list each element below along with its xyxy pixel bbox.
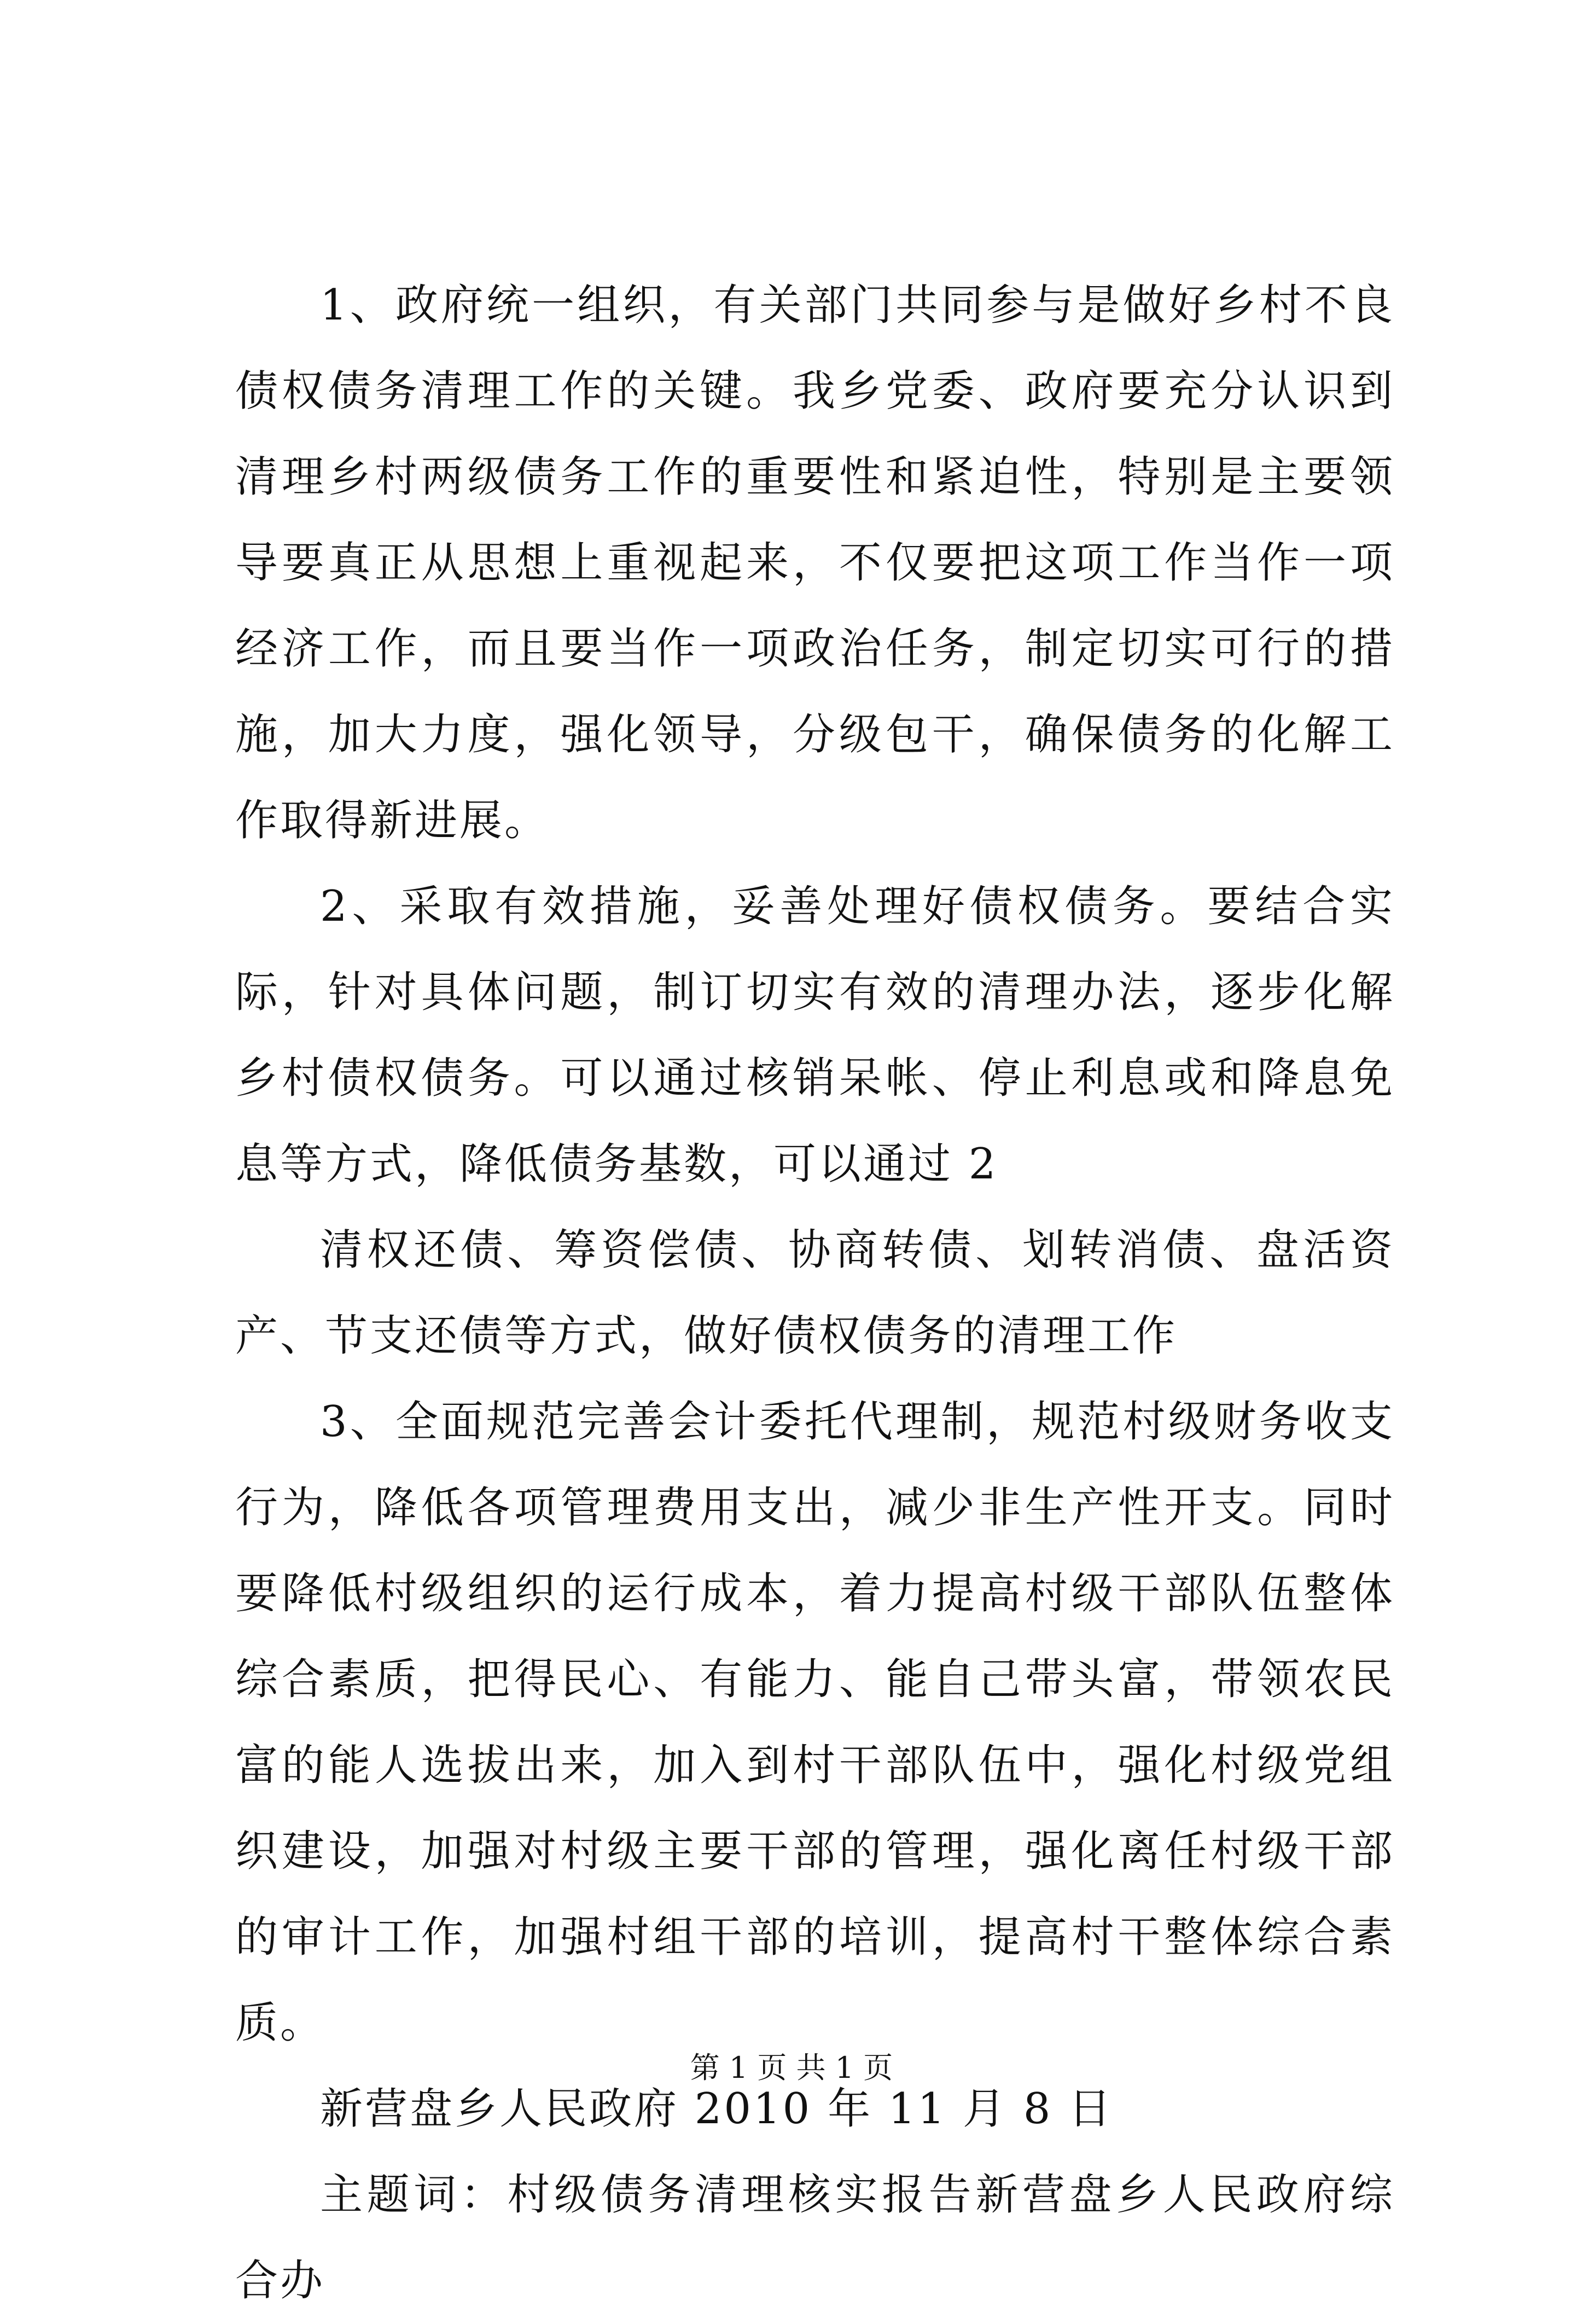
paragraph-4: 3、全面规范完善会计委托代理制，规范村级财务收支行为，降低各项管理费用支出，减少非生产性开支。同时要降低村级组织的运行成本，着力提高村级干部队伍整体综合素质，把得民心、有能力、能自己带头富，带领农民富的能人选拔出来，加入到村干部队伍中，强化村级党组织建设，加强对村级主要干部的管理，强化离任村级干部的审计工作，加强村组干部的培训，提高村干整体综合素质。 [235, 1397, 1395, 2048]
paragraph-1: 1、政府统一组织，有关部门共同参与是做好乡村不良债权债务清理工作的关键。我乡党委、政府要充分认识到清理乡村两级债务工作的重要性和紧迫性，特别是主要领导要真正从思想上重视起来，不仅要把这项工作当作一项经济工作，而且要当作一项政治任务，制定切实可行的措施，加大力度，强化领导，分级包干，确保债务的化解工作取得新进展。 [235, 281, 1395, 845]
signature-date-line: 新营盘乡人民政府 2010 年 11 月 8 日 [320, 2084, 1114, 2134]
paragraph-2: 2、采取有效措施，妥善处理好债权债务。要结合实际，针对具体问题，制订切实有效的清理办法，逐步化解乡村债权债务。可以通过核销呆帐、停止利息或和降息免息等方式，降低债务基数，可以通过 2 [235, 882, 1395, 1189]
page-footer: 第 1 页 共 1 页 [690, 2050, 893, 2085]
subject-keywords-line: 主题词：村级债务清理核实报告新营盘乡人民政府综合办 [235, 2170, 1395, 2305]
document-body [235, 263, 1395, 2324]
paragraph-3: 清权还债、筹资偿债、协商转债、划转消债、盘活资产、节支还债等方式，做好债权债务的清理工作 [235, 1225, 1395, 1361]
